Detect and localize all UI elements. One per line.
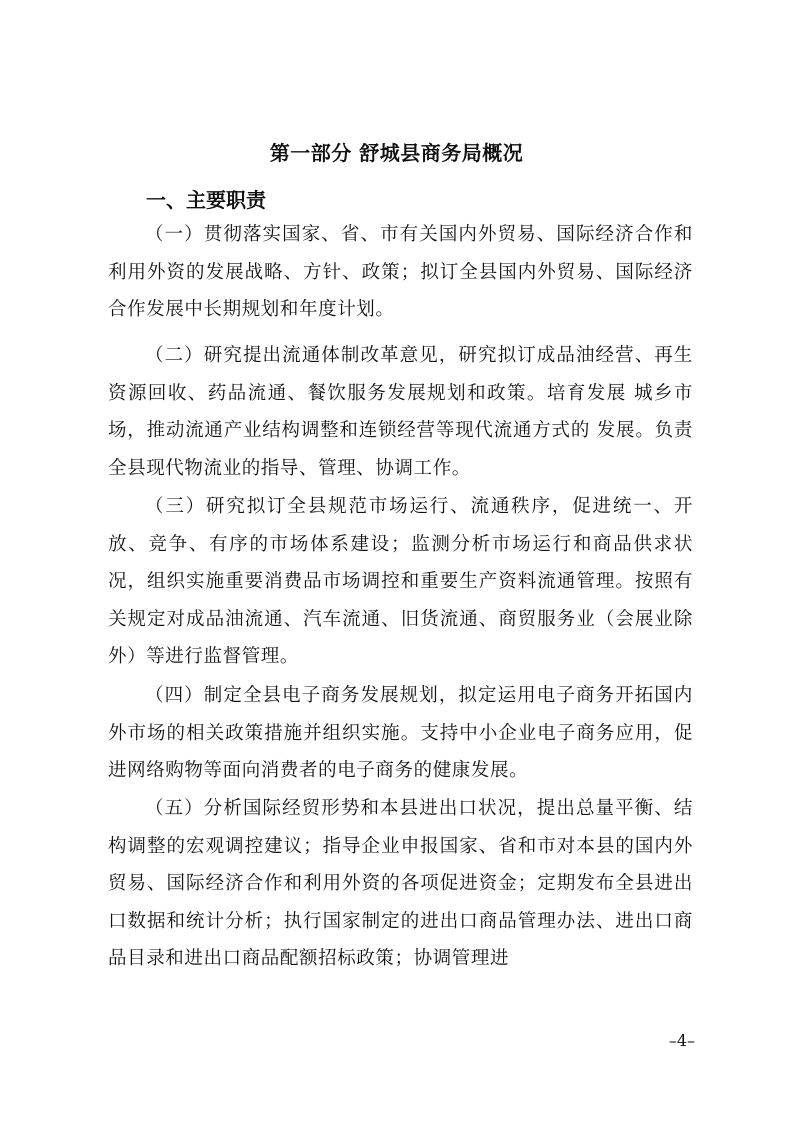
page-number: –4– (668, 1031, 695, 1050)
duty-paragraph-2: （二）研究提出流通体制改革意见，研究拟订成品油经营、再生资源回收、药品流通、餐饮服务发展规划和政策。培育发展 城乡市场，推动流通产业结构调整和连锁经营等现代流通方式的 发展。负责全县现代物流业的指导、管理、协调工作。 (108, 345, 693, 479)
section-heading: 一、主要职责 (146, 188, 266, 212)
duty-paragraph-3: （三）研究拟订全县规范市场运行、流通秩序，促进统一、开放、竞争、有序的市场体系建设；监测分析市场运行和商品供求状况，组织实施重要消费品市场调控和重要生产资料流通管理。按照有关规定对成品油流通、汽车流通、旧货流通、商贸服务业（会展业除外）等进行监督管理。 (108, 496, 693, 667)
page-title: 第一部分 舒城县商务局概况 (269, 141, 524, 165)
duty-paragraph-4: （四）制定全县电子商务发展规划，拟定运用电子商务开拓国内外市场的相关政策措施并组织实施。支持中小企业电子商务应用，促进网络购物等面向消费者的电子商务的健康发展。 (108, 685, 693, 781)
duty-paragraph-1: （一）贯彻落实国家、省、市有关国内外贸易、国际经济合作和利用外资的发展战略、方针、政策；拟订全县国内外贸易、国际经济合作发展中长期规划和年度计划。 (108, 224, 693, 320)
duty-paragraph-5: （五）分析国际经贸形势和本县进出口状况，提出总量平衡、结构调整的宏观调控建议；指导企业申报国家、省和市对本县的国内外贸易、国际经济合作和利用外资的各项促进资金；定期发布全县进出口数据和统计分析；执行国家制定的进出口商品管理办法、进出口商品目录和进出口商品配额招标政策；协调管理进 (108, 798, 693, 969)
